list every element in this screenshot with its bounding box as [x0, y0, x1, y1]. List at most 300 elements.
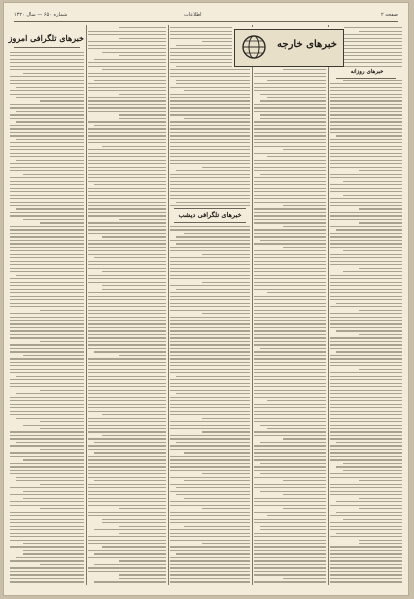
text-line: [254, 250, 326, 251]
text-line: [254, 466, 326, 467]
text-line: [119, 118, 166, 119]
text-line: [170, 132, 250, 133]
text-line: [10, 404, 84, 405]
text-line: [23, 553, 84, 554]
text-line: [330, 83, 402, 84]
text-line: [88, 456, 166, 457]
text-line: [10, 278, 84, 279]
text-line: [170, 261, 250, 262]
text-line: [40, 484, 84, 485]
text-line: [23, 543, 84, 544]
text-line: [170, 536, 250, 537]
headline-rule-top: [174, 208, 246, 209]
text-line: [23, 550, 84, 551]
text-line: [330, 435, 402, 436]
text-line: [88, 243, 166, 244]
text-line: [260, 463, 326, 464]
text-line: [10, 567, 84, 568]
text-line: [170, 264, 250, 265]
text-line: [254, 219, 326, 220]
text-line: [170, 323, 250, 324]
text-line: [170, 198, 250, 199]
text-line: [170, 421, 250, 422]
text-line: [336, 229, 402, 230]
text-line: [254, 344, 326, 345]
text-line: [254, 323, 326, 324]
text-line: [330, 397, 402, 398]
text-line: [343, 181, 402, 182]
text-line: [88, 226, 166, 227]
text-line: [88, 111, 166, 112]
text-line: [330, 473, 402, 474]
text-line: [330, 505, 402, 506]
text-line: [254, 519, 326, 520]
text-line: [170, 146, 250, 147]
text-line: [254, 317, 326, 318]
text-line: [88, 376, 166, 377]
text-line: [88, 254, 166, 255]
text-line: [170, 372, 250, 373]
text-line: [176, 393, 250, 394]
text-line: [254, 365, 326, 366]
text-line: [170, 149, 250, 150]
text-line: [10, 571, 84, 572]
text-line: [88, 365, 166, 366]
text-line: [170, 515, 250, 516]
text-line: [88, 100, 166, 101]
text-line: [88, 97, 166, 98]
text-line: [88, 313, 166, 314]
text-line: [88, 466, 166, 467]
text-line: [170, 257, 250, 258]
text-line: [359, 31, 402, 32]
text-line: [254, 146, 326, 147]
text-line: [170, 114, 250, 115]
text-line: [330, 142, 402, 143]
text-line: [10, 229, 84, 230]
text-line: [170, 501, 250, 502]
text-line: [170, 337, 250, 338]
text-line: [330, 344, 402, 345]
page-header: [14, 9, 398, 22]
text-line: [88, 41, 166, 42]
text-line: [267, 400, 326, 401]
text-line: [254, 501, 326, 502]
text-line: [170, 428, 250, 429]
text-line: [176, 289, 250, 290]
text-line: [94, 564, 166, 565]
text-line: [254, 536, 326, 537]
text-line: [88, 358, 166, 359]
text-line: [170, 411, 250, 412]
column-1: [10, 25, 84, 585]
text-line: [10, 198, 84, 199]
text-line: [283, 438, 326, 439]
text-line: [88, 188, 166, 189]
text-line: [10, 257, 84, 258]
text-line: [88, 337, 166, 338]
text-line: [330, 529, 402, 530]
text-line: [10, 445, 84, 446]
text-line: [254, 306, 326, 307]
text-line: [16, 442, 84, 443]
text-line: [330, 296, 402, 297]
text-line: [94, 581, 166, 582]
text-line: [330, 254, 402, 255]
text-line: [16, 111, 84, 112]
text-line: [119, 219, 166, 220]
text-line: [254, 546, 326, 547]
text-line: [10, 526, 84, 527]
text-line: [330, 306, 402, 307]
text-line: [10, 118, 84, 119]
text-line: [330, 202, 402, 203]
text-line: [10, 320, 84, 321]
text-line: [10, 540, 84, 541]
text-line: [170, 564, 250, 565]
text-lines: [254, 27, 326, 582]
text-line: [330, 125, 402, 126]
text-line: [88, 421, 166, 422]
text-line: [10, 202, 84, 203]
text-line: [88, 431, 166, 432]
text-line: [88, 550, 166, 551]
text-line: [330, 285, 402, 286]
text-line: [102, 236, 166, 237]
text-line: [254, 379, 326, 380]
text-line: [267, 515, 326, 516]
text-line: [330, 449, 402, 450]
text-line: [170, 463, 250, 464]
text-line: [330, 494, 402, 495]
text-line: [330, 459, 402, 460]
text-line: [10, 299, 84, 300]
text-line: [343, 80, 402, 81]
text-line: [10, 438, 84, 439]
text-line: [88, 473, 166, 474]
text-line: [170, 334, 250, 335]
headline-underline: [14, 47, 80, 48]
text-line: [260, 529, 326, 530]
text-line: [16, 418, 84, 419]
text-line: [170, 567, 250, 568]
text-line: [330, 153, 402, 154]
text-line: [254, 487, 326, 488]
text-line: [330, 107, 402, 108]
text-line: [170, 128, 250, 129]
text-line: [330, 215, 402, 216]
text-line: [10, 536, 84, 537]
text-line: [10, 233, 84, 234]
text-line: [330, 553, 402, 554]
text-line: [330, 94, 402, 95]
text-line: [119, 94, 166, 95]
text-line: [10, 411, 84, 412]
text-line: [254, 268, 326, 269]
text-line: [254, 208, 326, 209]
text-line: [170, 97, 250, 98]
text-line: [88, 278, 166, 279]
text-line: [10, 149, 84, 150]
text-line: [10, 184, 84, 185]
text-line: [170, 327, 250, 328]
text-line: [88, 484, 166, 485]
text-line: [330, 484, 402, 485]
text-line: [170, 484, 250, 485]
text-line: [202, 543, 250, 544]
text-line: [88, 418, 166, 419]
text-line: [88, 400, 166, 401]
headline-rule-bottom: [174, 222, 246, 223]
text-line: [10, 250, 84, 251]
text-line: [170, 529, 250, 530]
column-rule: [328, 25, 329, 585]
text-line: [10, 344, 84, 345]
text-line: [254, 282, 326, 283]
text-line: [10, 546, 84, 547]
text-line: [88, 104, 166, 105]
text-line: [88, 163, 166, 164]
text-line: [254, 104, 326, 105]
text-line: [102, 414, 166, 415]
text-line: [170, 578, 250, 579]
text-line: [170, 69, 250, 70]
text-line: [10, 264, 84, 265]
text-line: [119, 578, 166, 579]
text-line: [10, 397, 84, 398]
text-line: [359, 369, 402, 370]
text-line: [23, 459, 84, 460]
text-line: [170, 540, 250, 541]
text-lines: [10, 27, 84, 582]
text-line: [330, 560, 402, 561]
text-line: [170, 310, 250, 311]
text-line: [254, 522, 326, 523]
text-line: [10, 289, 84, 290]
text-line: [10, 337, 84, 338]
text-line: [170, 153, 250, 154]
text-line: [16, 139, 84, 140]
text-line: [40, 564, 84, 565]
text-line: [119, 560, 166, 561]
text-lines: [330, 27, 402, 582]
text-line: [88, 135, 166, 136]
text-line: [176, 376, 250, 377]
text-line: [330, 557, 402, 558]
text-line: [170, 330, 250, 331]
text-line: [170, 355, 250, 356]
text-line: [10, 76, 84, 77]
text-line: [330, 219, 402, 220]
text-line: [254, 191, 326, 192]
text-line: [88, 330, 166, 331]
text-line: [170, 466, 250, 467]
text-line: [254, 560, 326, 561]
text-line: [359, 268, 402, 269]
text-line: [16, 87, 84, 88]
text-line: [170, 414, 250, 415]
text-line: [94, 351, 166, 352]
text-line: [170, 435, 250, 436]
text-line: [102, 146, 166, 147]
text-line: [10, 125, 84, 126]
right-column-headline: خبرهای روزانه: [350, 69, 384, 75]
text-line: [170, 121, 250, 122]
text-line: [10, 306, 84, 307]
text-line: [170, 400, 250, 401]
text-line: [10, 268, 84, 269]
text-line: [330, 247, 402, 248]
text-line: [330, 477, 402, 478]
text-line: [267, 156, 326, 157]
text-line: [88, 393, 166, 394]
text-line: [330, 292, 402, 293]
text-line: [260, 526, 326, 527]
text-line: [202, 508, 250, 509]
text-line: [283, 494, 326, 495]
text-line: [88, 567, 166, 568]
text-line: [10, 215, 84, 216]
text-line: [330, 264, 402, 265]
text-line: [10, 334, 84, 335]
text-line: [336, 501, 402, 502]
text-line: [254, 477, 326, 478]
text-line: [170, 320, 250, 321]
text-line: [330, 184, 402, 185]
text-line: [10, 487, 84, 488]
text-line: [170, 125, 250, 126]
text-line: [170, 100, 250, 101]
text-line: [119, 574, 166, 575]
text-line: [23, 425, 84, 426]
text-line: [170, 226, 250, 227]
text-line: [10, 435, 84, 436]
text-line: [330, 261, 402, 262]
text-line: [260, 240, 326, 241]
text-line: [88, 543, 166, 544]
text-line: [176, 494, 250, 495]
text-line: [176, 442, 250, 443]
text-line: [88, 428, 166, 429]
text-line: [330, 355, 402, 356]
text-line: [10, 240, 84, 241]
text-line: [170, 445, 250, 446]
text-line: [254, 337, 326, 338]
text-line: [16, 557, 84, 558]
text-line: [102, 522, 166, 523]
text-line: [170, 104, 250, 105]
text-line: [170, 73, 250, 74]
text-line: [283, 205, 326, 206]
text-line: [336, 466, 402, 467]
text-line: [16, 480, 84, 481]
text-line: [10, 146, 84, 147]
text-line: [254, 215, 326, 216]
text-line: [170, 278, 250, 279]
text-line: [10, 515, 84, 516]
text-line: [10, 156, 84, 157]
text-line: [10, 107, 84, 108]
text-line: [254, 76, 326, 77]
text-line: [254, 386, 326, 387]
text-line: [10, 271, 84, 272]
text-line: [88, 66, 166, 67]
text-line: [16, 208, 84, 209]
text-line: [88, 491, 166, 492]
text-line: [88, 153, 166, 154]
text-line: [102, 52, 166, 53]
text-line: [254, 351, 326, 352]
text-line: [330, 282, 402, 283]
text-line: [170, 449, 250, 450]
text-line: [330, 491, 402, 492]
text-line: [170, 459, 250, 460]
text-line: [254, 414, 326, 415]
text-line: [254, 553, 326, 554]
text-line: [330, 362, 402, 363]
text-line: [330, 414, 402, 415]
text-line: [254, 571, 326, 572]
text-line: [170, 87, 250, 88]
text-line: [254, 170, 326, 171]
text-lines: [170, 27, 250, 582]
text-line: [184, 480, 250, 481]
text-line: [330, 438, 402, 439]
text-line: [88, 501, 166, 502]
text-line: [94, 80, 166, 81]
text-line: [88, 215, 166, 216]
text-line: [330, 393, 402, 394]
text-line: [254, 188, 326, 189]
text-line: [170, 160, 250, 161]
text-line: [40, 100, 84, 101]
text-line: [254, 505, 326, 506]
text-line: [254, 418, 326, 419]
text-line: [10, 296, 84, 297]
text-line: [254, 449, 326, 450]
column-2: [88, 25, 166, 585]
text-line: [88, 310, 166, 311]
text-line: [10, 94, 84, 95]
text-line: [254, 261, 326, 262]
text-line: [330, 128, 402, 129]
text-line: [10, 83, 84, 84]
text-line: [102, 546, 166, 547]
text-line: [170, 557, 250, 558]
text-line: [40, 449, 84, 450]
text-line: [254, 327, 326, 328]
text-line: [254, 445, 326, 446]
text-line: [94, 59, 166, 60]
text-line: [254, 73, 326, 74]
text-line: [88, 90, 166, 91]
text-line: [170, 369, 250, 370]
text-line: [330, 564, 402, 565]
text-line: [88, 369, 166, 370]
text-line: [10, 362, 84, 363]
text-line: [330, 104, 402, 105]
text-line: [343, 470, 402, 471]
text-line: [88, 87, 166, 88]
text-line: [10, 386, 84, 387]
text-line: [10, 581, 84, 582]
text-line: [88, 477, 166, 478]
text-line: [330, 487, 402, 488]
text-line: [23, 174, 84, 175]
text-line: [330, 90, 402, 91]
text-line: [88, 411, 166, 412]
text-line: [170, 163, 250, 164]
